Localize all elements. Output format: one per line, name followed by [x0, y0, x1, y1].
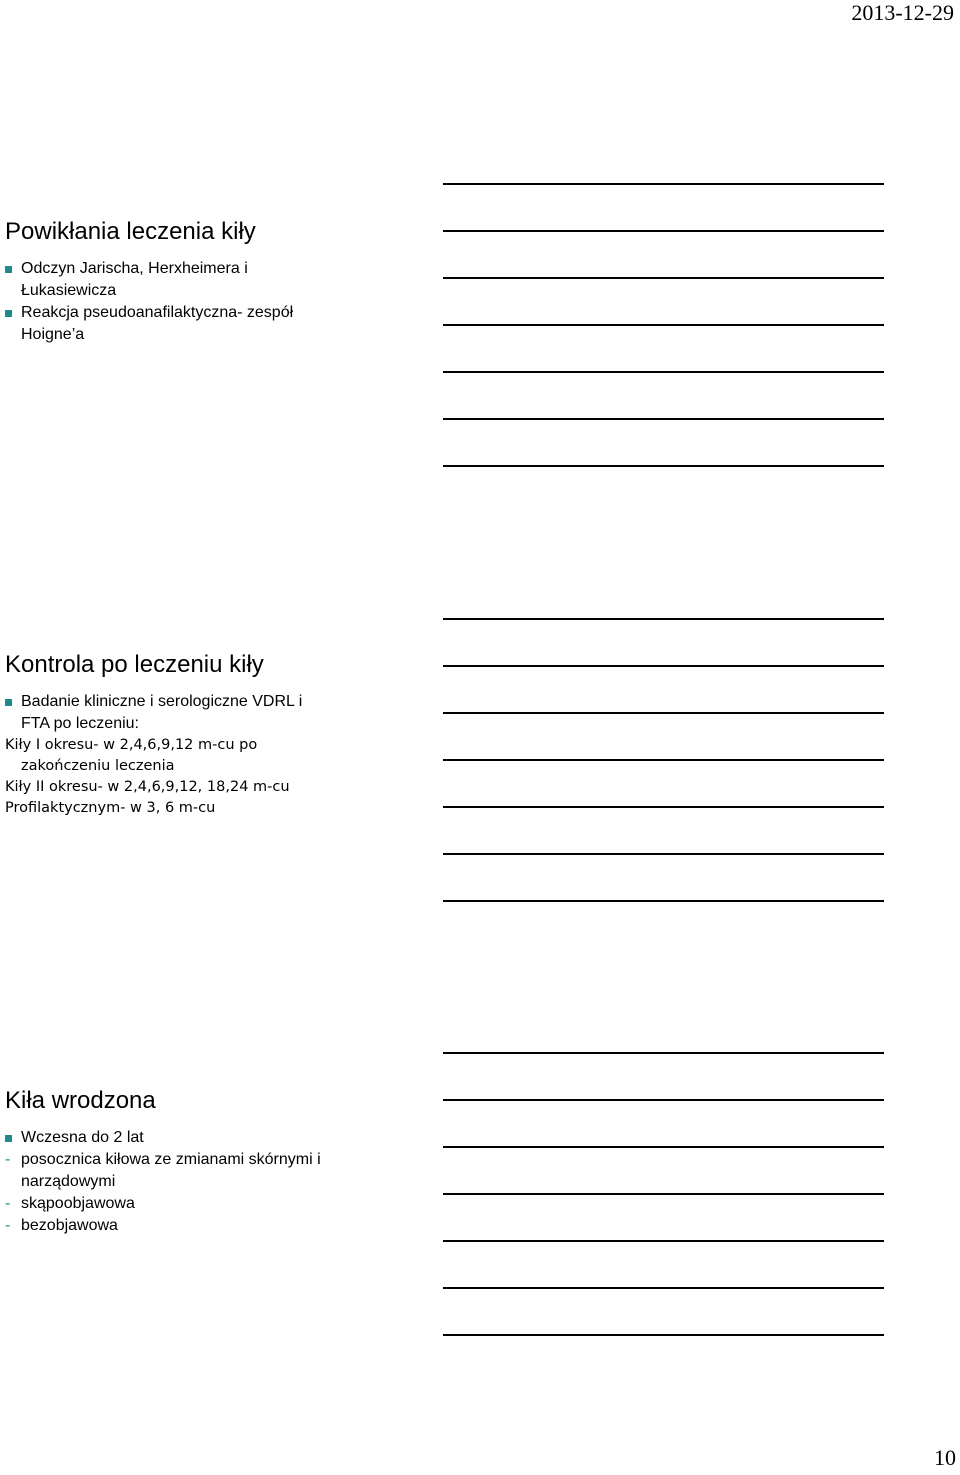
dash-bullet-icon: - [5, 1151, 11, 1168]
slide-3 [5, 1087, 425, 1237]
slide-1 [5, 218, 425, 346]
dash-item: - bezobjawowa [5, 1215, 425, 1237]
slide-title: Kiła wrodzona [5, 1087, 156, 1114]
bullet-item: Wczesna do 2 lat [5, 1127, 425, 1149]
schedule-line: Kiły I okresu- w 2,4,6,9,12 m-cu po [5, 737, 258, 753]
dash-item: - skąpoobjawowa [5, 1193, 425, 1215]
print-date: 2013-12-29 [851, 0, 954, 25]
square-bullet-icon [5, 699, 12, 706]
dash-item: - posocznica kiłowa ze zmianami skórnymi i narządowymi [5, 1151, 321, 1190]
bullet-item: Reakcja pseudoanafilaktyczna- zespół Hoigne’a [5, 302, 321, 346]
slide-2 [5, 651, 425, 819]
page-number: 10 [934, 1445, 956, 1470]
dash-bullet-icon: - [5, 1195, 11, 1212]
dash-bullet-icon: - [5, 1217, 11, 1234]
square-bullet-icon [5, 1135, 12, 1142]
square-bullet-icon [5, 266, 12, 273]
square-bullet-icon [5, 310, 12, 317]
bullet-item: Odczyn Jarischa, Herxheimera i Łukasiewicza [5, 258, 291, 302]
bullet-item: Badanie kliniczne i serologiczne VDRL i FTA po leczeniu: [5, 691, 321, 735]
slide-title: Kontrola po leczeniu kiły [5, 651, 264, 678]
schedule-line: zakończeniu leczenia [21, 758, 175, 774]
schedule-line: Profilaktycznym- w 3, 6 m-cu [5, 800, 216, 816]
schedule-line: Kiły II okresu- w 2,4,6,9,12, 18,24 m-cu [5, 779, 290, 795]
slide-title: Powikłania leczenia kiły [5, 218, 256, 245]
